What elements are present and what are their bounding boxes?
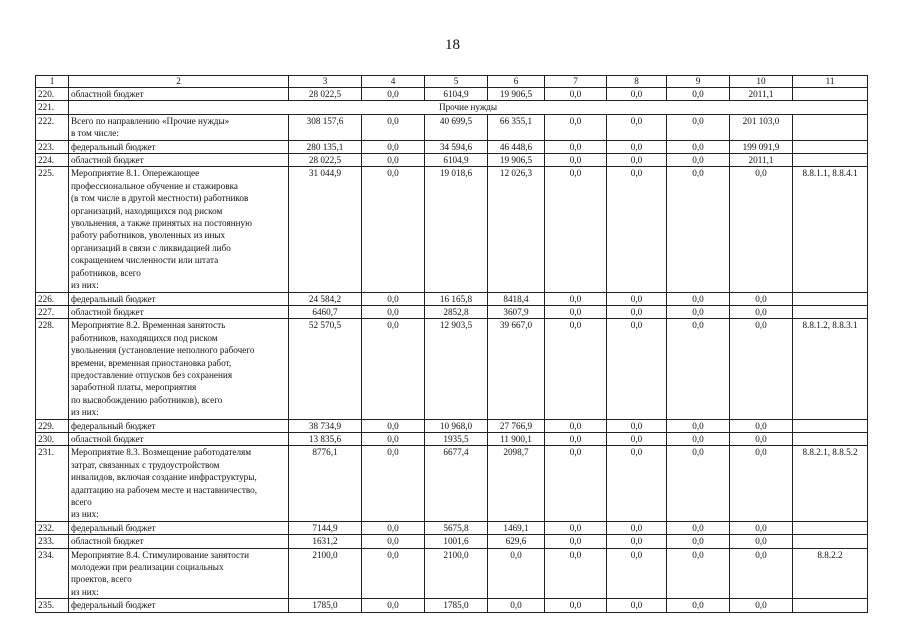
table-row bbox=[36, 154, 868, 167]
value-cell: 0,0 bbox=[667, 419, 730, 432]
value-cell: 8.8.1.2, 8.8.3.1 bbox=[793, 319, 868, 419]
value-cell: 0,0 bbox=[607, 305, 667, 318]
value-cell: 0,0 bbox=[730, 521, 793, 534]
row-number: 220. bbox=[36, 88, 69, 101]
description-cell: федеральный бюджет bbox=[69, 292, 289, 305]
value-cell: 0,0 bbox=[730, 167, 793, 292]
table-row bbox=[36, 101, 868, 114]
value-cell: 0,0 bbox=[730, 419, 793, 432]
row-number: 232. bbox=[36, 521, 69, 534]
value-cell: 19 906,5 bbox=[488, 154, 545, 167]
value-cell: 0,0 bbox=[607, 548, 667, 599]
value-cell: 0,0 bbox=[545, 114, 607, 140]
value-cell: 0,0 bbox=[667, 446, 730, 521]
value-cell: 0,0 bbox=[730, 305, 793, 318]
row-number: 226. bbox=[36, 292, 69, 305]
table-body bbox=[36, 88, 868, 613]
value-cell: 6460,7 bbox=[289, 305, 362, 318]
table-row bbox=[36, 419, 868, 432]
value-cell: 27 766,9 bbox=[488, 419, 545, 432]
value-cell: 0,0 bbox=[545, 88, 607, 101]
column-header: 5 bbox=[425, 76, 488, 88]
value-cell bbox=[793, 305, 868, 318]
value-cell: 0,0 bbox=[607, 114, 667, 140]
value-cell: 0,0 bbox=[362, 167, 425, 292]
value-cell: 8776,1 bbox=[289, 446, 362, 521]
table-row bbox=[36, 305, 868, 318]
value-cell: 0,0 bbox=[362, 599, 425, 612]
column-header: 3 bbox=[289, 76, 362, 88]
value-cell: 0,0 bbox=[362, 419, 425, 432]
value-cell: 0,0 bbox=[362, 319, 425, 419]
value-cell: 0,0 bbox=[607, 535, 667, 548]
value-cell: 201 103,0 bbox=[730, 114, 793, 140]
row-number: 230. bbox=[36, 432, 69, 445]
row-number: 235. bbox=[36, 599, 69, 612]
table-row bbox=[36, 319, 868, 419]
table-row bbox=[36, 535, 868, 548]
value-cell: 0,0 bbox=[545, 305, 607, 318]
page-number: 18 bbox=[445, 37, 460, 53]
value-cell: 11 900,1 bbox=[488, 432, 545, 445]
value-cell: 0,0 bbox=[667, 88, 730, 101]
value-cell: 10 968,0 bbox=[425, 419, 488, 432]
value-cell bbox=[793, 154, 868, 167]
value-cell: 308 157,6 bbox=[289, 114, 362, 140]
description-cell: федеральный бюджет bbox=[69, 140, 289, 153]
description-cell: областной бюджет bbox=[69, 535, 289, 548]
value-cell: 0,0 bbox=[545, 140, 607, 153]
value-cell: 2011,1 bbox=[730, 88, 793, 101]
value-cell: 0,0 bbox=[667, 140, 730, 153]
value-cell: 0,0 bbox=[667, 114, 730, 140]
value-cell: 3607,9 bbox=[488, 305, 545, 318]
value-cell: 8.8.1.1, 8.8.4.1 bbox=[793, 167, 868, 292]
header-row bbox=[36, 76, 868, 88]
row-number: 221. bbox=[36, 101, 69, 114]
value-cell: 0,0 bbox=[730, 446, 793, 521]
value-cell: 8418,4 bbox=[488, 292, 545, 305]
value-cell bbox=[793, 419, 868, 432]
value-cell: 0,0 bbox=[362, 521, 425, 534]
value-cell: 39 667,0 bbox=[488, 319, 545, 419]
value-cell: 2011,1 bbox=[730, 154, 793, 167]
value-cell: 0,0 bbox=[362, 140, 425, 153]
value-cell: 0,0 bbox=[607, 419, 667, 432]
value-cell: 28 022,5 bbox=[289, 88, 362, 101]
value-cell: 6104,9 bbox=[425, 88, 488, 101]
value-cell: 0,0 bbox=[488, 548, 545, 599]
value-cell: 5675,8 bbox=[425, 521, 488, 534]
row-number: 229. bbox=[36, 419, 69, 432]
row-number: 225. bbox=[36, 167, 69, 292]
value-cell: 629,6 bbox=[488, 535, 545, 548]
section-title-cell: Прочие нужды bbox=[69, 101, 868, 114]
column-header: 6 bbox=[488, 76, 545, 88]
table-row bbox=[36, 292, 868, 305]
row-number: 233. bbox=[36, 535, 69, 548]
value-cell: 0,0 bbox=[667, 548, 730, 599]
description-cell: Мероприятие 8.2. Временная занятость работников, находящихся под риском увольнения (установление неполного рабочего времени, временная приостановка работ, предоставление отпусков без сохранения заработной платы, мероприятия по высвобождению работников), всего из них: bbox=[69, 319, 289, 419]
table-row bbox=[36, 599, 868, 612]
value-cell: 1785,0 bbox=[289, 599, 362, 612]
value-cell: 0,0 bbox=[730, 432, 793, 445]
table-row bbox=[36, 167, 868, 292]
value-cell: 19 018,6 bbox=[425, 167, 488, 292]
value-cell: 0,0 bbox=[607, 88, 667, 101]
description-cell: Мероприятие 8.3. Возмещение работодателям затрат, связанных с трудоустройством инвалидов, включая создание инфраструктуры, адаптацию на рабочем месте и наставничество, всего из них: bbox=[69, 446, 289, 521]
value-cell: 0,0 bbox=[545, 446, 607, 521]
value-cell: 19 906,5 bbox=[488, 88, 545, 101]
value-cell: 0,0 bbox=[362, 114, 425, 140]
value-cell: 0,0 bbox=[667, 292, 730, 305]
value-cell: 280 135,1 bbox=[289, 140, 362, 153]
value-cell: 0,0 bbox=[545, 521, 607, 534]
value-cell bbox=[793, 432, 868, 445]
description-cell: областной бюджет bbox=[69, 88, 289, 101]
value-cell: 2098,7 bbox=[488, 446, 545, 521]
description-cell: федеральный бюджет bbox=[69, 521, 289, 534]
value-cell bbox=[793, 521, 868, 534]
value-cell: 0,0 bbox=[607, 432, 667, 445]
description-cell: Мероприятие 8.4. Стимулирование занятости молодежи при реализации социальных проектов, всего из них: bbox=[69, 548, 289, 599]
row-number: 224. bbox=[36, 154, 69, 167]
value-cell: 0,0 bbox=[362, 292, 425, 305]
description-cell: Мероприятие 8.1. Опережающее профессиональное обучение и стажировка (в том числе в другой местности) работников организаций, находящихся под риском увольнения, а также принятых на постоянную работу работников, уволенных из иных организаций в связи с ликвидацией либо сокращением численности или штата работников, всего из них: bbox=[69, 167, 289, 292]
value-cell: 0,0 bbox=[667, 535, 730, 548]
column-header: 11 bbox=[793, 76, 868, 88]
column-header: 7 bbox=[545, 76, 607, 88]
value-cell: 66 355,1 bbox=[488, 114, 545, 140]
table-row bbox=[36, 140, 868, 153]
description-cell: областной бюджет bbox=[69, 432, 289, 445]
value-cell: 199 091,9 bbox=[730, 140, 793, 153]
value-cell: 0,0 bbox=[607, 599, 667, 612]
value-cell: 0,0 bbox=[488, 599, 545, 612]
row-number: 227. bbox=[36, 305, 69, 318]
value-cell: 1935,5 bbox=[425, 432, 488, 445]
table-row bbox=[36, 432, 868, 445]
value-cell: 0,0 bbox=[545, 319, 607, 419]
value-cell: 40 699,5 bbox=[425, 114, 488, 140]
value-cell: 0,0 bbox=[667, 599, 730, 612]
value-cell: 28 022,5 bbox=[289, 154, 362, 167]
row-number: 228. bbox=[36, 319, 69, 419]
column-header: 1 bbox=[36, 76, 69, 88]
row-number: 222. bbox=[36, 114, 69, 140]
table-row bbox=[36, 521, 868, 534]
value-cell: 0,0 bbox=[667, 319, 730, 419]
value-cell: 0,0 bbox=[607, 319, 667, 419]
row-number: 231. bbox=[36, 446, 69, 521]
value-cell: 0,0 bbox=[607, 167, 667, 292]
column-header: 9 bbox=[667, 76, 730, 88]
description-cell: федеральный бюджет bbox=[69, 419, 289, 432]
value-cell: 0,0 bbox=[607, 292, 667, 305]
value-cell: 0,0 bbox=[545, 548, 607, 599]
value-cell: 0,0 bbox=[607, 446, 667, 521]
value-cell: 0,0 bbox=[607, 140, 667, 153]
value-cell: 12 903,5 bbox=[425, 319, 488, 419]
value-cell: 0,0 bbox=[545, 432, 607, 445]
value-cell: 13 835,6 bbox=[289, 432, 362, 445]
value-cell: 0,0 bbox=[362, 88, 425, 101]
value-cell: 0,0 bbox=[607, 521, 667, 534]
value-cell: 16 165,8 bbox=[425, 292, 488, 305]
value-cell: 0,0 bbox=[545, 292, 607, 305]
table-row bbox=[36, 446, 868, 521]
value-cell bbox=[793, 535, 868, 548]
value-cell: 8.8.2.1, 8.8.5.2 bbox=[793, 446, 868, 521]
value-cell: 1631,2 bbox=[289, 535, 362, 548]
value-cell: 0,0 bbox=[545, 154, 607, 167]
value-cell bbox=[793, 292, 868, 305]
value-cell: 0,0 bbox=[362, 154, 425, 167]
budget-table bbox=[35, 75, 868, 613]
value-cell: 8.8.2.2 bbox=[793, 548, 868, 599]
value-cell: 0,0 bbox=[362, 548, 425, 599]
value-cell: 52 570,5 bbox=[289, 319, 362, 419]
row-number: 234. bbox=[36, 548, 69, 599]
column-header: 2 bbox=[69, 76, 289, 88]
value-cell: 0,0 bbox=[545, 599, 607, 612]
value-cell bbox=[793, 140, 868, 153]
column-header: 8 bbox=[607, 76, 667, 88]
value-cell: 0,0 bbox=[667, 432, 730, 445]
description-cell: Всего по направлению «Прочие нужды» в том числе: bbox=[69, 114, 289, 140]
table-row bbox=[36, 88, 868, 101]
value-cell: 0,0 bbox=[730, 535, 793, 548]
value-cell: 12 026,3 bbox=[488, 167, 545, 292]
row-number: 223. bbox=[36, 140, 69, 153]
value-cell: 31 044,9 bbox=[289, 167, 362, 292]
value-cell bbox=[793, 88, 868, 101]
value-cell: 0,0 bbox=[730, 548, 793, 599]
value-cell: 0,0 bbox=[545, 419, 607, 432]
value-cell: 1469,1 bbox=[488, 521, 545, 534]
value-cell: 34 594,6 bbox=[425, 140, 488, 153]
value-cell bbox=[793, 114, 868, 140]
value-cell: 0,0 bbox=[362, 432, 425, 445]
value-cell: 0,0 bbox=[667, 154, 730, 167]
column-header: 4 bbox=[362, 76, 425, 88]
value-cell: 0,0 bbox=[730, 599, 793, 612]
value-cell: 2100,0 bbox=[425, 548, 488, 599]
value-cell: 24 584,2 bbox=[289, 292, 362, 305]
value-cell: 0,0 bbox=[545, 167, 607, 292]
value-cell: 46 448,6 bbox=[488, 140, 545, 153]
column-header: 10 bbox=[730, 76, 793, 88]
value-cell: 38 734,9 bbox=[289, 419, 362, 432]
value-cell: 1001,6 bbox=[425, 535, 488, 548]
table-row bbox=[36, 548, 868, 599]
value-cell: 7144,9 bbox=[289, 521, 362, 534]
value-cell: 0,0 bbox=[545, 535, 607, 548]
value-cell: 6677,4 bbox=[425, 446, 488, 521]
value-cell: 6104,9 bbox=[425, 154, 488, 167]
description-cell: областной бюджет bbox=[69, 154, 289, 167]
value-cell: 0,0 bbox=[362, 535, 425, 548]
value-cell: 0,0 bbox=[730, 319, 793, 419]
value-cell: 0,0 bbox=[362, 305, 425, 318]
value-cell: 0,0 bbox=[730, 292, 793, 305]
description-cell: областной бюджет bbox=[69, 305, 289, 318]
value-cell: 1785,0 bbox=[425, 599, 488, 612]
value-cell: 0,0 bbox=[667, 521, 730, 534]
table-row bbox=[36, 114, 868, 140]
value-cell: 2852,8 bbox=[425, 305, 488, 318]
value-cell: 0,0 bbox=[667, 167, 730, 292]
value-cell: 0,0 bbox=[607, 154, 667, 167]
value-cell: 0,0 bbox=[362, 446, 425, 521]
value-cell: 2100,0 bbox=[289, 548, 362, 599]
description-cell: федеральный бюджет bbox=[69, 599, 289, 612]
value-cell bbox=[793, 599, 868, 612]
value-cell: 0,0 bbox=[667, 305, 730, 318]
